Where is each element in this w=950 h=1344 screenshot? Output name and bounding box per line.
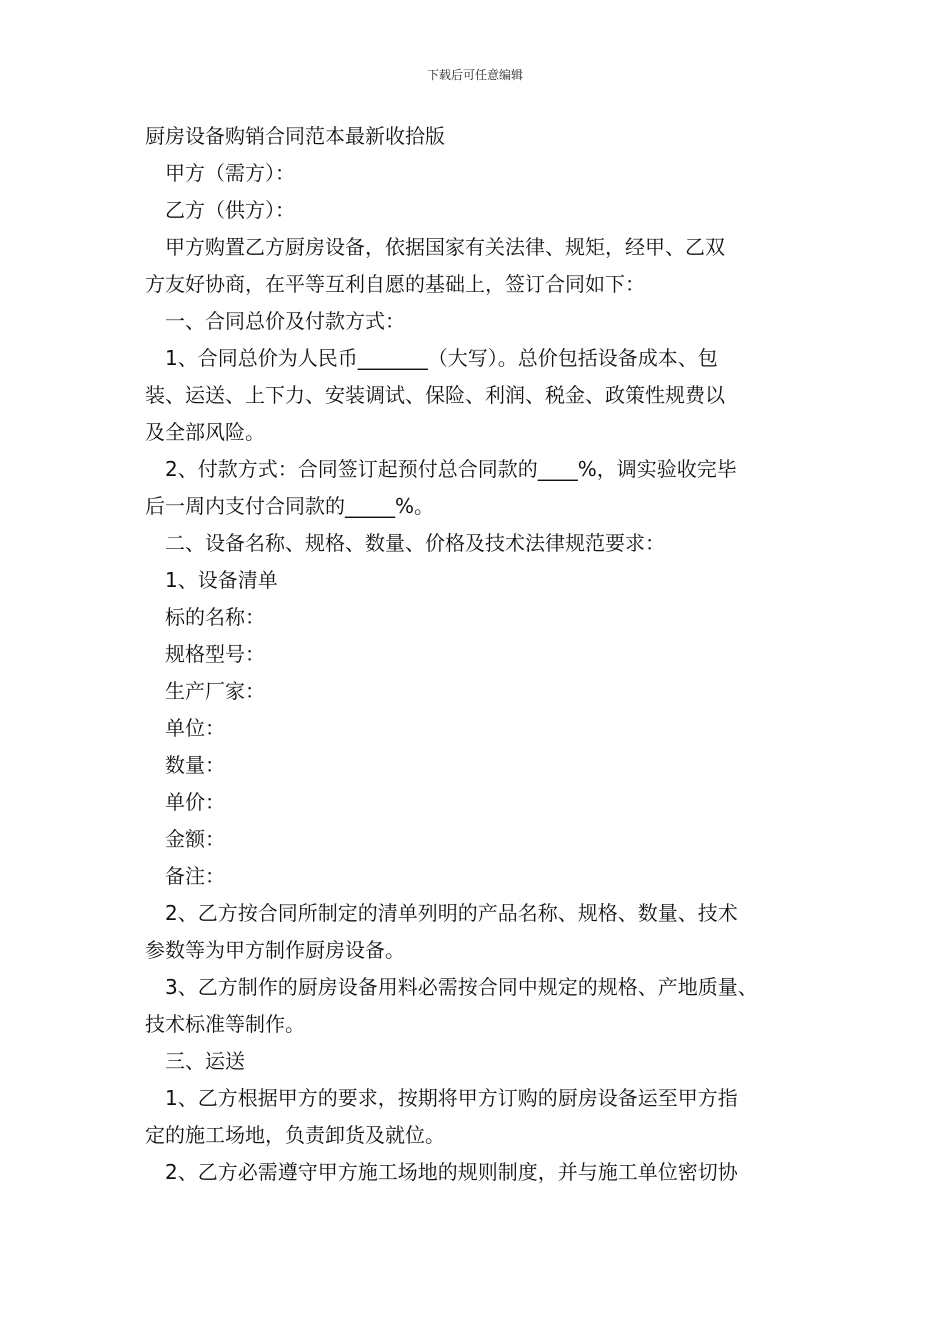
- document-line: 甲方（需方）：: [165, 161, 295, 185]
- document-line: 一、合同总价及付款方式：: [165, 309, 405, 333]
- document-line: 装、运送、上下力、安装调试、保险、利润、税金、政策性规费以: [145, 383, 725, 407]
- document-line: 及全部风险。: [145, 420, 265, 444]
- document-line: 标的名称：: [165, 605, 265, 629]
- document-line: 甲方购置乙方厨房设备，依据国家有关法律、规矩，经甲、乙双: [165, 235, 725, 259]
- document-line: 1、合同总价为人民币_______（大写）。总价包括设备成本、包: [165, 346, 718, 370]
- document-title: 厨房设备购销合同范本最新收拾版: [145, 124, 445, 148]
- document-line: 单位：: [165, 716, 225, 740]
- document-line: 后一周内支付合同款的_____%。: [145, 494, 435, 518]
- document-line: 乙方（供方）：: [165, 198, 295, 222]
- document-line: 1、乙方根据甲方的要求，按期将甲方订购的厨房设备运至甲方指: [165, 1086, 738, 1110]
- document-line: 数量：: [165, 753, 225, 777]
- document-line: 二、设备名称、规格、数量、价格及技术法律规范要求：: [165, 531, 665, 555]
- document-line: 2、乙方按合同所制定的清单列明的产品名称、规格、数量、技术: [165, 901, 738, 925]
- document-line: 三、运送: [165, 1049, 245, 1073]
- document-body: [145, 118, 835, 1191]
- document-line: 生产厂家：: [165, 679, 265, 703]
- document-line: 3、乙方制作的厨房设备用料必需按合同中规定的规格、产地质量、: [165, 975, 758, 999]
- document-line: 技术标准等制作。: [145, 1012, 305, 1036]
- document-line: 1、设备清单: [165, 568, 278, 592]
- document-line: 参数等为甲方制作厨房设备。: [145, 938, 405, 962]
- document-line: 金额：: [165, 827, 225, 851]
- document-line: 2、付款方式：合同签订起预付总合同款的____%，调实验收完毕: [165, 457, 737, 481]
- document-line: 定的施工场地，负责卸货及就位。: [145, 1123, 445, 1147]
- document-line: 2、乙方必需遵守甲方施工场地的规则制度，并与施工单位密切协: [165, 1160, 738, 1184]
- document-line: 规格型号：: [165, 642, 265, 666]
- document-line: 备注：: [165, 864, 225, 888]
- document-line: 单价：: [165, 790, 225, 814]
- document-line: 方友好协商，在平等互利自愿的基础上，签订合同如下：: [145, 272, 645, 296]
- page-header: 下载后可任意编辑: [426, 68, 523, 82]
